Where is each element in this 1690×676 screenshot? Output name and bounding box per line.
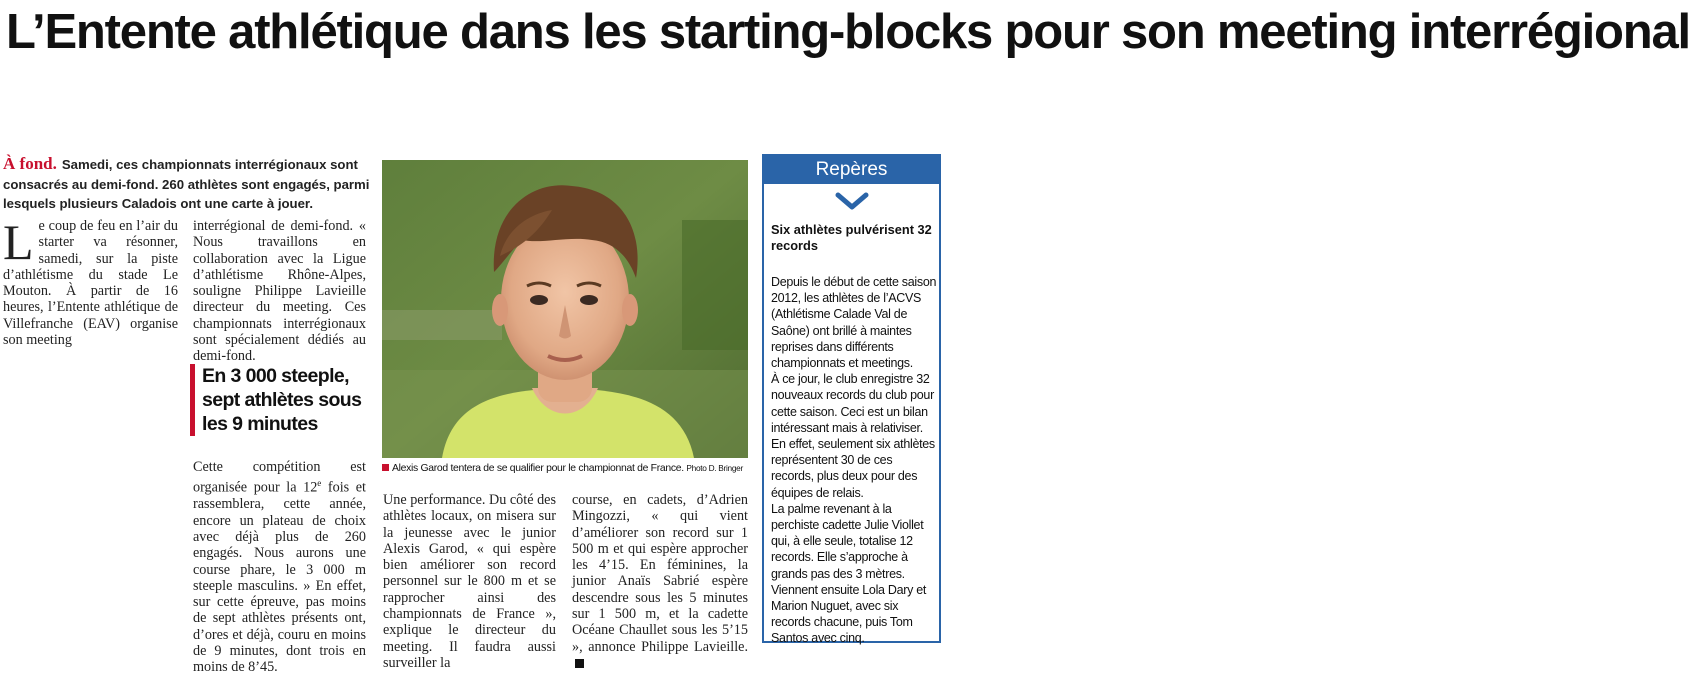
ordinal-sup: e bbox=[317, 478, 322, 489]
sidebar-paragraph: À ce jour, le club enregistre 32 nouveaux records du club pour cette saison. Ceci est un bilan intéressant mais à relativiser. En effet, seulement six athlètes représentent 30 de ces records, plus deux pour des équipes de relais. bbox=[771, 372, 935, 500]
sidebar-title: Repères bbox=[764, 156, 939, 184]
sidebar-paragraph: Depuis le début de cette saison 2012, les athlètes de l’ACVS (Athlétisme Calade Val de Saône) ont brillé à maintes reprises dans différents championnats et meetings. bbox=[771, 275, 937, 371]
lead-paragraph bbox=[3, 154, 375, 214]
column-3-text: Une performance. Du côté des athlètes locaux, on misera sur la jeunesse avec le junior Alexis Garod, « qui espère bien améliorer son record personnel sur le 800 m et se rapprocher ainsi des championnats de France », explique le directeur du meeting. Il faudra aussi surveiller la bbox=[383, 492, 556, 671]
chevron-down-icon bbox=[832, 190, 872, 212]
black-square-icon bbox=[575, 659, 584, 668]
sidebar-paragraph: La palme revenant à la perchiste cadette Julie Viollet qui, à elle seule, totalise 12 records. Elle s’approche à grands pas des 3 mètres. bbox=[771, 501, 924, 581]
column-2-text: interrégional de demi-fond. « Nous travaillons en collaboration avec la Ligue d’athlétisme Rhône-Alpes, souligne Philippe Lavieille directeur du meeting. Ces championnats interrégionaux sont spécialement dédiés au demi-fond. bbox=[193, 218, 366, 365]
subheading: En 3 000 steeple, sept athlètes sous les 9 minutes bbox=[190, 364, 368, 436]
column-2b-part2: fois et rassemblera, cette année, encore un plateau de choix avec déjà plus de 260 engagés. Nous aurons une course phare, le 3 000 m steeple masculins. » En effet, sur cette épreuve, pas moins de sept athlètes présents ont, d’ores et déjà, couru en moins de 9 minutes, dont trois en moins de 8’45. bbox=[193, 480, 366, 676]
column-4-body: course, en cadets, d’Adrien Mingozzi, « qui vient d’améliorer son record sur 1 500 m et qui espère approcher les 4’15. En féminines, la junior Anaïs Sabrié espère descendre sous les 5 minutes sur 1 500 m, et la cadette Océane Chaullet sous les 5’15 », annonce Philippe Lavieille. bbox=[572, 492, 748, 655]
caption-text: Alexis Garod tentera de se qualifier pour le championnat de France. bbox=[392, 463, 684, 474]
column-1-text bbox=[3, 214, 178, 349]
column-1-body: e coup de feu en l’air du starter va résonner, samedi, sur la piste d’athlétisme du stade Le Mouton. À partir de 16 heures, l’Entente athlétique de Villefranche (EAV) organise son meeting bbox=[3, 218, 178, 349]
column-4-text bbox=[572, 492, 748, 671]
lead-kicker: À fond. bbox=[3, 154, 57, 173]
sidebar-paragraph: Viennent ensuite Lola Dary et Marion Nuguet, avec six records chacune, puis Tom Santos avec cinq. bbox=[771, 582, 927, 646]
dropcap: L bbox=[3, 214, 34, 270]
column-2b-text bbox=[193, 459, 366, 676]
red-square-icon bbox=[382, 464, 389, 471]
athlete-photo bbox=[382, 160, 748, 458]
sidebar-body bbox=[771, 274, 937, 647]
headline: L’Entente athlétique dans les starting-blocks pour son meeting interrégional bbox=[6, 5, 1690, 59]
reperes-sidebar bbox=[762, 154, 941, 646]
lead-text: Samedi, ces championnats interrégionaux sont consacrés au demi-fond. 260 athlètes sont engagés, parmi lesquels plusieurs Caladois ont une carte à jouer. bbox=[3, 157, 370, 211]
photo-credit: Photo D. Bringer bbox=[686, 463, 743, 473]
photo-caption bbox=[382, 461, 748, 476]
column-2b-part1: Cette compétition est organisée pour la 12 bbox=[193, 459, 366, 497]
sidebar-heading: Six athlètes pulvérisent 32 records bbox=[771, 222, 932, 253]
